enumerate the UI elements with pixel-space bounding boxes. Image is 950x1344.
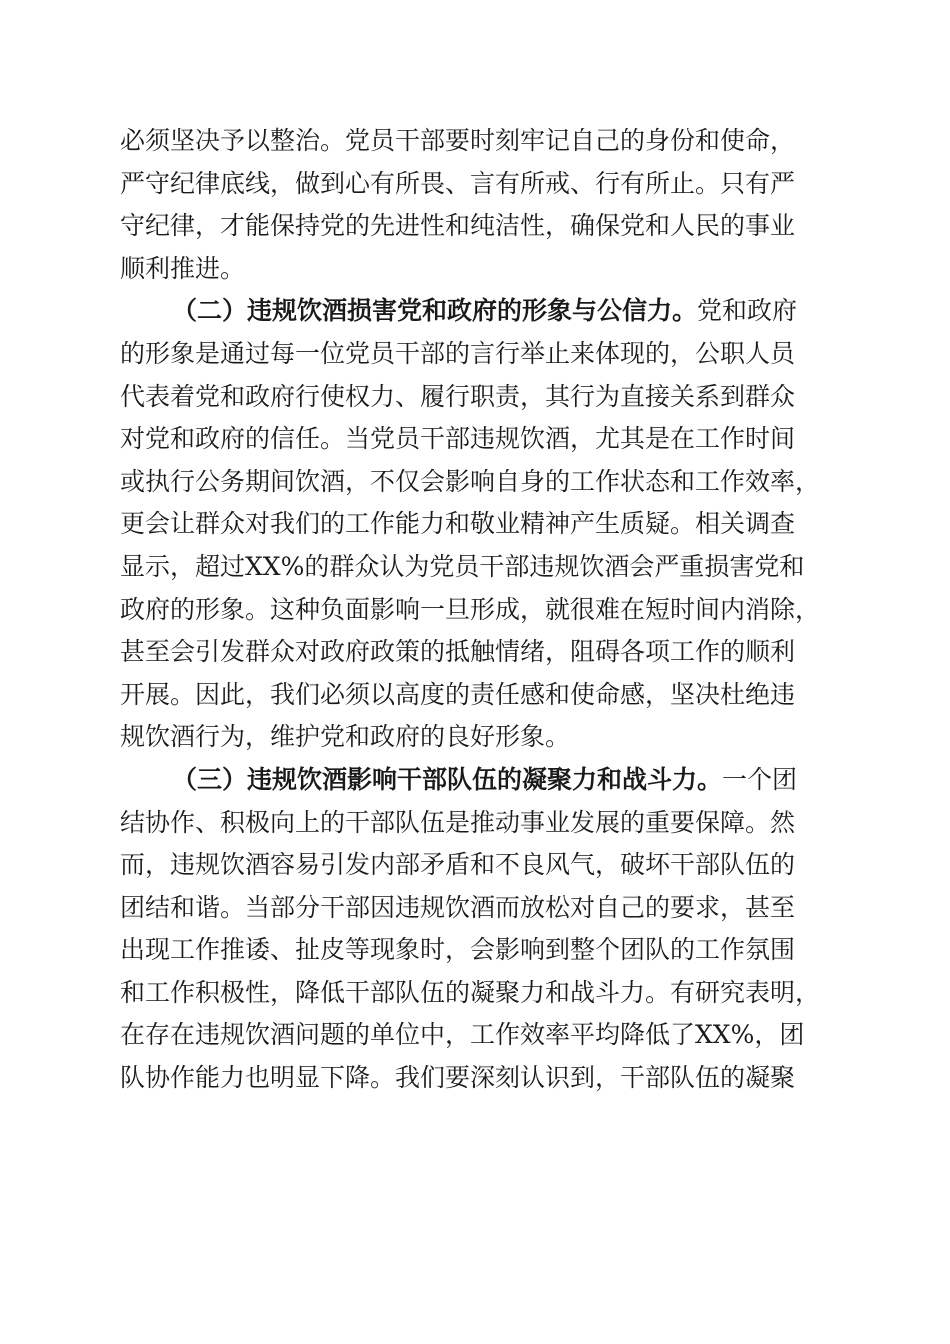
text-line: 的形象是通过每一位党员干部的言行举止来体现的，公职人员 bbox=[120, 338, 796, 368]
text-line: 和工作积极性，降低干部队伍的凝聚力和战斗力。有研究表明， bbox=[120, 977, 821, 1007]
text-line: 甚至会引发群众对政府政策的抵触情绪，阻碍各项工作的顺利 bbox=[120, 637, 796, 667]
text-line: 更会让群众对我们的工作能力和敬业精神产生质疑。相关调查 bbox=[120, 509, 796, 539]
text-line: 队协作能力也明显下降。我们要深刻认识到，干部队伍的凝聚 bbox=[120, 1063, 796, 1093]
text-line: 规饮酒行为，维护党和政府的良好形象。 bbox=[120, 722, 571, 752]
paragraph-section-3 bbox=[120, 759, 840, 1100]
section-heading-line bbox=[120, 290, 840, 333]
document-body bbox=[120, 120, 840, 1100]
text-line: 守纪律，才能保持党的先进性和纯洁性，确保党和人民的事业 bbox=[120, 211, 796, 241]
text-line: 严守纪律底线，做到心有所畏、言有所戒、行有所止。只有严 bbox=[120, 168, 796, 198]
text-line: 结协作、积极向上的干部队伍是推动事业发展的重要保障。然 bbox=[120, 807, 796, 837]
heading-line-rest: 一个团 bbox=[722, 764, 798, 794]
text-line: 或执行公务期间饮酒，不仅会影响自身的工作状态和工作效率， bbox=[120, 466, 821, 496]
text-line: 而，违规饮酒容易引发内部矛盾和不良风气，破坏干部队伍的 bbox=[120, 850, 796, 880]
paragraph-continuation bbox=[120, 120, 840, 290]
section-heading: （三）违规饮酒影响干部队伍的凝聚力和战斗力。 bbox=[172, 764, 723, 794]
section-heading: （二）违规饮酒损害党和政府的形象与公信力。 bbox=[172, 296, 698, 326]
text-line: 出现工作推诿、扯皮等现象时，会影响到整个团队的工作氛围 bbox=[120, 935, 796, 965]
text-line: 政府的形象。这种负面影响一旦形成，就很难在短时间内消除， bbox=[120, 594, 821, 624]
paragraph-section-2 bbox=[120, 290, 840, 759]
heading-line-rest: 党和政府 bbox=[697, 296, 798, 326]
text-line: 显示，超过XX%的群众认为党员干部违规饮酒会严重损害党和 bbox=[120, 551, 805, 581]
text-line: 顺利推进。 bbox=[120, 253, 246, 283]
text-line: 代表着党和政府行使权力、履行职责，其行为直接关系到群众 bbox=[120, 381, 796, 411]
text-line: 团结和谐。当部分干部因违规饮酒而放松对自己的要求，甚至 bbox=[120, 892, 796, 922]
text-line: 在存在违规饮酒问题的单位中，工作效率平均降低了XX%，团 bbox=[120, 1020, 805, 1050]
text-line: 必须坚决予以整治。党员干部要时刻牢记自己的身份和使命， bbox=[120, 126, 796, 155]
text-line: 开展。因此，我们必须以高度的责任感和使命感，坚决杜绝违 bbox=[120, 679, 796, 709]
section-heading-line bbox=[120, 759, 840, 802]
text-line: 对党和政府的信任。当党员干部违规饮酒，尤其是在工作时间 bbox=[120, 424, 796, 454]
